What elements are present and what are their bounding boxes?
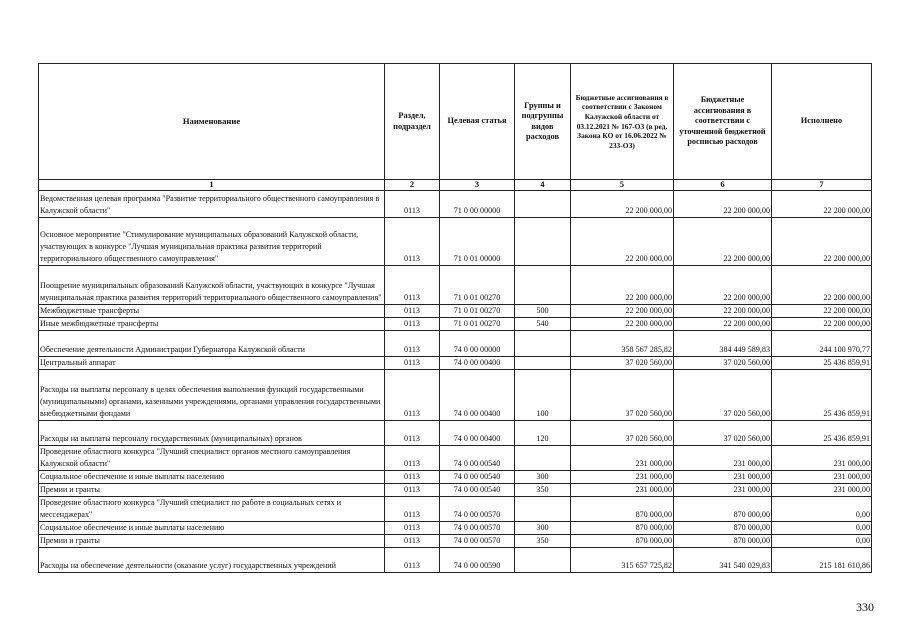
- row-target-article: 74 0 00 00570: [440, 497, 515, 522]
- row-law-amount: 870 000,00: [571, 522, 674, 535]
- row-target-article: 71 0 01 00000: [440, 218, 515, 266]
- row-law-amount: 231 000,00: [571, 484, 674, 497]
- header-law-allocations: Бюджетные ассигнования в соответствии с Законом Калужской области от 03.12.2021 № 167-ОЗ (в ред. Закона КО от 16.06.2022 № 233-ОЗ): [571, 64, 674, 180]
- row-law-amount: 22 200 000,00: [571, 191, 674, 218]
- table-row: [39, 421, 872, 446]
- column-number: 5: [571, 180, 674, 191]
- row-law-amount: 870 000,00: [571, 497, 674, 522]
- row-law-amount: 37 020 560,00: [571, 421, 674, 446]
- row-name: Премии и гранты: [39, 535, 385, 548]
- row-expense-group: 300: [515, 471, 571, 484]
- table-row: [39, 218, 872, 266]
- row-executed-amount: 231 000,00: [772, 446, 872, 471]
- table-row: [39, 370, 872, 421]
- table-row: [39, 484, 872, 497]
- table-row: [39, 357, 872, 370]
- row-planned-amount: 22 200 000,00: [674, 305, 772, 318]
- header-name: Наименование: [39, 64, 385, 180]
- table-row: [39, 305, 872, 318]
- row-expense-group: [515, 357, 571, 370]
- row-section: 0113: [385, 471, 440, 484]
- row-name: Социальное обеспечение и иные выплаты населению: [39, 522, 385, 535]
- row-planned-amount: 22 200 000,00: [674, 266, 772, 305]
- row-executed-amount: 22 200 000,00: [772, 191, 872, 218]
- row-law-amount: 22 200 000,00: [571, 305, 674, 318]
- row-planned-amount: 870 000,00: [674, 535, 772, 548]
- row-target-article: 74 0 00 00400: [440, 357, 515, 370]
- table-row: [39, 548, 872, 573]
- row-section: 0113: [385, 446, 440, 471]
- row-section: 0113: [385, 266, 440, 305]
- row-target-article: 71 0 01 00270: [440, 266, 515, 305]
- row-executed-amount: 22 200 000,00: [772, 318, 872, 331]
- row-executed-amount: 25 436 859,91: [772, 370, 872, 421]
- row-target-article: 74 0 00 00540: [440, 471, 515, 484]
- row-target-article: 74 0 00 00570: [440, 535, 515, 548]
- row-section: 0113: [385, 497, 440, 522]
- table-row: [39, 266, 872, 305]
- row-planned-amount: 22 200 000,00: [674, 318, 772, 331]
- column-number-row: [39, 180, 872, 191]
- row-name: Расходы на выплаты персоналу в целях обеспечения выполнения функций государственными (муниципальными) органами, казенными учреждениями, органами управления государственными внебюджетными фондами: [39, 370, 385, 421]
- column-number: 3: [440, 180, 515, 191]
- header-target-article: Целевая статья: [440, 64, 515, 180]
- row-executed-amount: 0,00: [772, 535, 872, 548]
- row-executed-amount: 215 181 610,86: [772, 548, 872, 573]
- row-planned-amount: 870 000,00: [674, 497, 772, 522]
- row-name: Премии и гранты: [39, 484, 385, 497]
- row-name: Социальное обеспечение и иные выплаты населению: [39, 471, 385, 484]
- row-expense-group: [515, 331, 571, 357]
- row-target-article: 74 0 00 00540: [440, 484, 515, 497]
- row-section: 0113: [385, 421, 440, 446]
- row-name: Обеспечение деятельности Администрации Губернатора Калужской области: [39, 331, 385, 357]
- row-executed-amount: 231 000,00: [772, 471, 872, 484]
- row-expense-group: [515, 497, 571, 522]
- header-planned-allocations: Бюджетные ассигнования в соответствии с уточненной бюджетной росписью расходов: [674, 64, 772, 180]
- row-name: Межбюджетные трансферты: [39, 305, 385, 318]
- row-expense-group: [515, 548, 571, 573]
- table-row: [39, 191, 872, 218]
- row-law-amount: 231 000,00: [571, 471, 674, 484]
- row-name: Расходы на обеспечение деятельности (оказание услуг) государственных учреждений: [39, 548, 385, 573]
- row-law-amount: 358 567 285,82: [571, 331, 674, 357]
- row-target-article: 71 0 00 00000: [440, 191, 515, 218]
- row-expense-group: 350: [515, 535, 571, 548]
- row-target-article: 74 0 00 00400: [440, 370, 515, 421]
- row-planned-amount: 22 200 000,00: [674, 191, 772, 218]
- row-name: Поощрение муниципальных образований Калужской области, участвующих в конкурсе "Лучшая муниципальная практика развития территорий территориального общественного самоуправления": [39, 266, 385, 305]
- row-executed-amount: 231 000,00: [772, 484, 872, 497]
- header-expense-groups: Группы и подгруппы видов расходов: [515, 64, 571, 180]
- column-number: 1: [39, 180, 385, 191]
- row-law-amount: 315 657 725,82: [571, 548, 674, 573]
- row-executed-amount: 0,00: [772, 497, 872, 522]
- row-expense-group: [515, 266, 571, 305]
- header-executed: Исполнено: [772, 64, 872, 180]
- row-expense-group: 100: [515, 370, 571, 421]
- row-section: 0113: [385, 357, 440, 370]
- table-row: [39, 522, 872, 535]
- table-row: [39, 318, 872, 331]
- row-planned-amount: 231 000,00: [674, 484, 772, 497]
- row-executed-amount: 0,00: [772, 522, 872, 535]
- row-section: 0113: [385, 522, 440, 535]
- row-name: Основное мероприятие "Стимулирование муниципальных образований Калужской области, участвующих в конкурсе "Лучшая муниципальная практика развития территорий территориального общественного самоуправления": [39, 218, 385, 266]
- row-name: Проведение областного конкурса "Лучший специалист по работе в социальных сетях и мессенджерах": [39, 497, 385, 522]
- row-target-article: 74 0 00 00570: [440, 522, 515, 535]
- row-target-article: 74 0 00 00540: [440, 446, 515, 471]
- table-row: [39, 446, 872, 471]
- row-law-amount: 22 200 000,00: [571, 218, 674, 266]
- column-number: 4: [515, 180, 571, 191]
- row-name: Ведомственная целевая программа "Развитие территориального общественного самоуправления в Калужской области": [39, 191, 385, 218]
- row-planned-amount: 231 000,00: [674, 471, 772, 484]
- column-number: 6: [674, 180, 772, 191]
- row-planned-amount: 37 020 560,00: [674, 421, 772, 446]
- row-law-amount: 231 000,00: [571, 446, 674, 471]
- row-planned-amount: 384 449 589,83: [674, 331, 772, 357]
- row-expense-group: [515, 446, 571, 471]
- row-target-article: 74 0 00 00400: [440, 421, 515, 446]
- row-section: 0113: [385, 370, 440, 421]
- row-executed-amount: 22 200 000,00: [772, 218, 872, 266]
- row-expense-group: [515, 218, 571, 266]
- row-target-article: 71 0 01 00270: [440, 318, 515, 331]
- row-expense-group: 300: [515, 522, 571, 535]
- row-executed-amount: 22 200 000,00: [772, 266, 872, 305]
- row-executed-amount: 244 100 970,77: [772, 331, 872, 357]
- row-section: 0113: [385, 218, 440, 266]
- row-planned-amount: 341 540 029,83: [674, 548, 772, 573]
- table-row: [39, 471, 872, 484]
- row-section: 0113: [385, 305, 440, 318]
- row-section: 0113: [385, 548, 440, 573]
- row-name: Центральный аппарат: [39, 357, 385, 370]
- header-section: Раздел, подраздел: [385, 64, 440, 180]
- column-number: 2: [385, 180, 440, 191]
- row-executed-amount: 22 200 000,00: [772, 305, 872, 318]
- column-number: 7: [772, 180, 872, 191]
- row-name: Иные межбюджетные трансферты: [39, 318, 385, 331]
- row-law-amount: 22 200 000,00: [571, 266, 674, 305]
- row-law-amount: 870 000,00: [571, 535, 674, 548]
- row-name: Проведение областного конкурса "Лучший специалист органов местного самоуправления Калужской области": [39, 446, 385, 471]
- row-law-amount: 37 020 560,00: [571, 370, 674, 421]
- row-name: Расходы на выплаты персоналу государственных (муниципальных) органов: [39, 421, 385, 446]
- row-planned-amount: 37 020 560,00: [674, 357, 772, 370]
- row-target-article: 74 0 00 00000: [440, 331, 515, 357]
- row-planned-amount: 231 000,00: [674, 446, 772, 471]
- row-planned-amount: 22 200 000,00: [674, 218, 772, 266]
- row-section: 0113: [385, 191, 440, 218]
- row-law-amount: 37 020 560,00: [571, 357, 674, 370]
- header-row: [39, 64, 872, 180]
- row-executed-amount: 25 436 859,91: [772, 357, 872, 370]
- row-expense-group: 540: [515, 318, 571, 331]
- row-expense-group: [515, 191, 571, 218]
- table-row: [39, 497, 872, 522]
- table-body: [39, 191, 872, 573]
- row-expense-group: 350: [515, 484, 571, 497]
- row-expense-group: 500: [515, 305, 571, 318]
- row-target-article: 74 0 00 00590: [440, 548, 515, 573]
- page-number: 330: [856, 600, 874, 614]
- row-section: 0113: [385, 484, 440, 497]
- table-row: [39, 331, 872, 357]
- row-section: 0113: [385, 318, 440, 331]
- row-executed-amount: 25 436 859,91: [772, 421, 872, 446]
- row-section: 0113: [385, 535, 440, 548]
- row-planned-amount: 37 020 560,00: [674, 370, 772, 421]
- row-expense-group: 120: [515, 421, 571, 446]
- row-target-article: 71 0 01 00270: [440, 305, 515, 318]
- budget-table: [38, 63, 872, 573]
- row-law-amount: 22 200 000,00: [571, 318, 674, 331]
- row-section: 0113: [385, 331, 440, 357]
- row-planned-amount: 870 000,00: [674, 522, 772, 535]
- table-row: [39, 535, 872, 548]
